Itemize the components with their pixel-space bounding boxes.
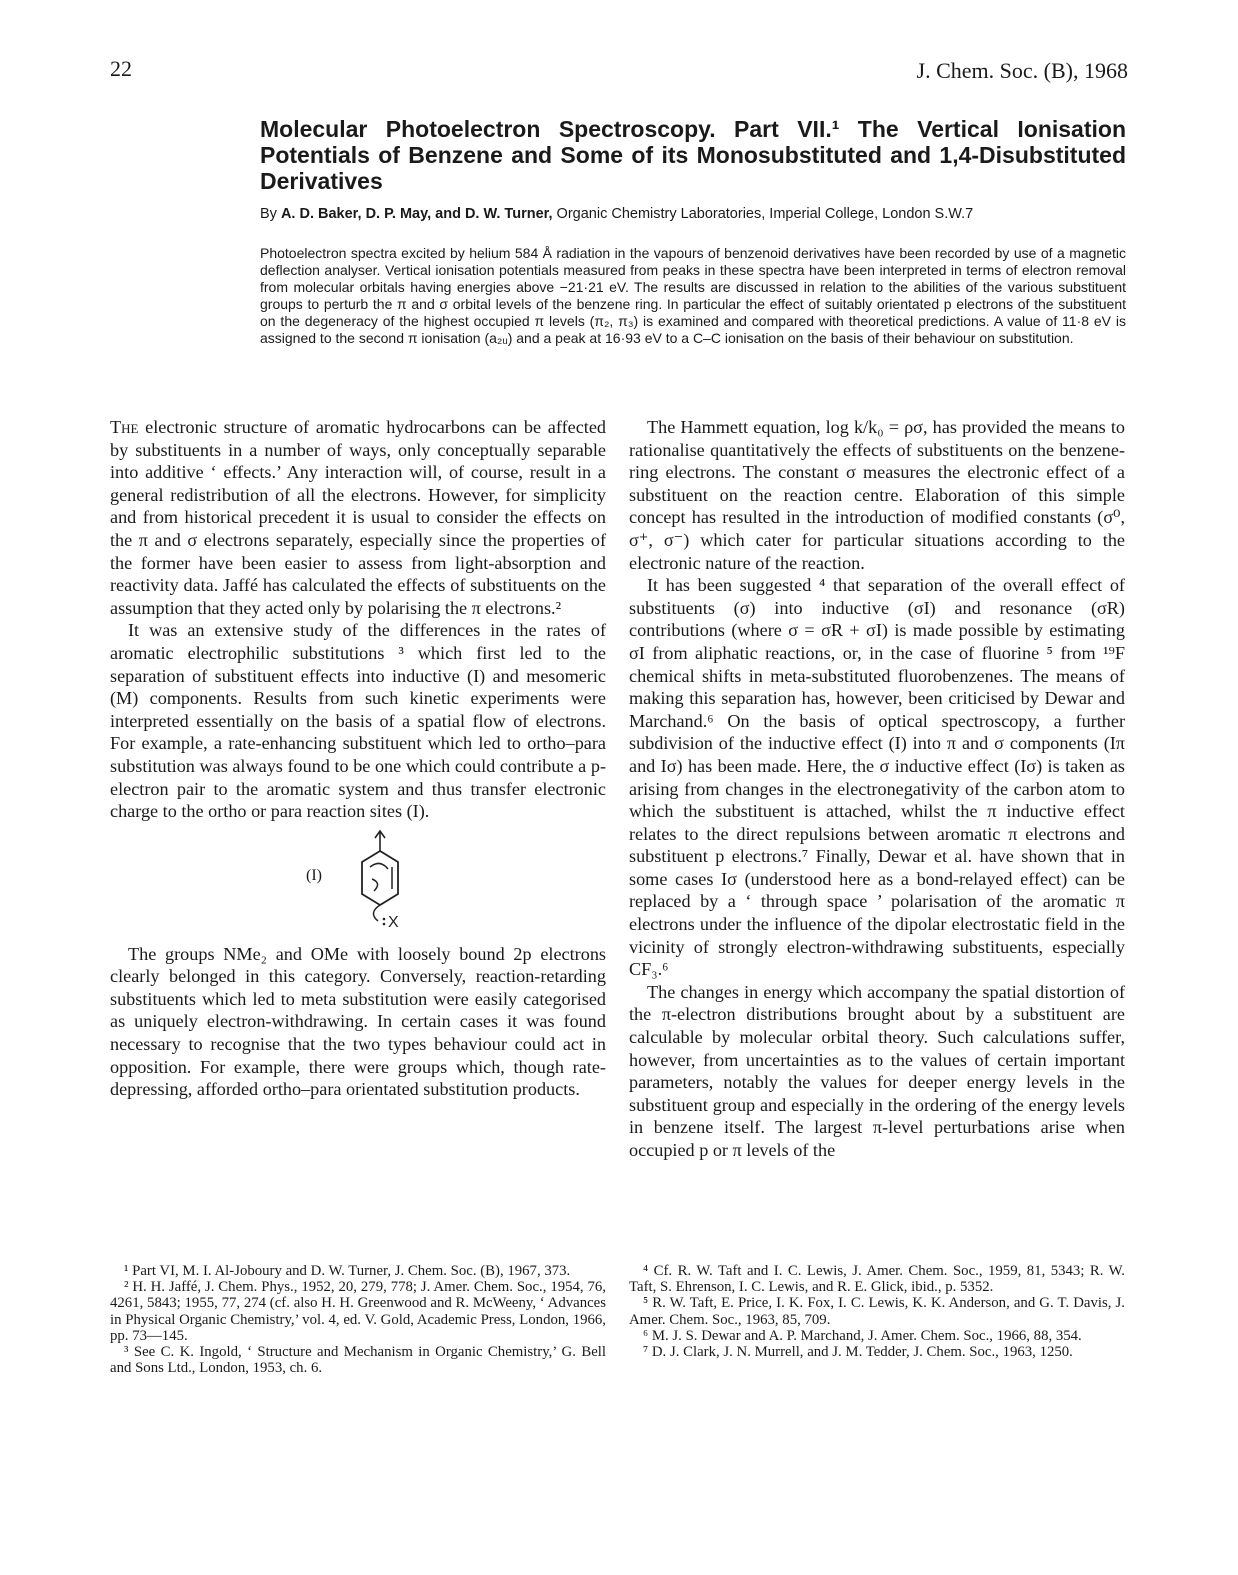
footnote-7: ⁷ D. J. Clark, J. N. Murrell, and J. M. Tedder, J. Chem. Soc., 1963, 1250. (643, 1344, 1073, 1361)
page-number: 22 (110, 56, 132, 81)
right-paragraph-1: The Hammett equation, log k/k₀ = ρσ, has provided the means to rationalise quantitatively the effects of substituents on the benzene-ring electrons. The constant σ measures the electronic effect of a substituent on the reaction centre. Elaboration of this simple concept has resulted in the introduction of modified constants (σ⁰, σ⁺, σ⁻) which cater for particular situations according to the electronic nature of the reaction. (629, 417, 1125, 573)
curved-arrow-2 (372, 879, 378, 891)
left-column (110, 416, 606, 1101)
left-paragraph-1 (110, 416, 606, 619)
right-paragraph-3: The changes in energy which accompany the spatial distortion of the π-electron distributions brought about by a substituent are calculable by molecular orbital theory. Such calculations suffer, however, from uncertainties as to the values of certain important parameters, notably the values for deeper energy levels in the substituent group and especially in the ordering of the energy levels in benzene itself. The largest π-level perturbations arise when occupied p or π levels of the (629, 981, 1125, 1160)
footnote-1: ¹ Part VI, M. I. Al-Joboury and D. W. Turner, J. Chem. Soc. (B), 1967, 373. (124, 1263, 571, 1279)
journal-citation: J. Chem. Soc. (B), 1968 (916, 58, 1128, 83)
affiliation: Organic Chemistry Laboratories, Imperial College, London S.W.7 (556, 206, 974, 222)
footnote-2: ² H. H. Jaffé, J. Chem. Phys., 1952, 20, 279, 778; J. Amer. Chem. Soc., 1954, 76, 4261, 5843; 1955, 77, 274 (cf. also H. H. Greenwood and R. McWeeny, ‘ Advances in Physical Organic Chemistry,’ vol. 4, ed. V. Gold, Academic Press, London, 1966, pp. 73—145. (110, 1279, 606, 1344)
lead-word: The (110, 417, 139, 437)
structure-figure (110, 829, 606, 935)
left-paragraph-1-text: electronic structure of aromatic hydrocarbons can be affected by substituents in a number of ways, only conceptually separable into additive ‘ effects.’ Any interaction will, of course, result in a general redistribution of all the electrons. However, for simplicity and from historical precedent it is usual to consider the effects on the π and σ electrons separately, especially since the properties of the former have been easier to assess from light-absorption and reactivity data. Jaffé has calculated the effects of substituents on the assumption that they acted only by polarising the π electrons.² (110, 417, 606, 618)
left-paragraph-2: It was an extensive study of the differences in the rates of aromatic electrophilic substitutions ³ which first led to the separation of substituent effects into inductive (I) and mesomeric (M) components. Results from such kinetic experiments were interpreted essentially on the basis of a spatial flow of electrons. For example, a rate-enhancing substituent which led to ortho–para substitution was always found to be one which could contribute a p-electron pair to the aromatic system and thus transfer electronic charge to the ortho or para reaction sites (I). (110, 620, 606, 822)
abstract: Photoelectron spectra excited by helium 584 Å radiation in the vapours of benzenoid derivatives have been recorded by use of a magnetic deflection analyser. Vertical ionisation potentials measured from peaks in these spectra have been interpreted in terms of electron removal from molecular orbitals having energies above −21·21 eV. The results are discussed in relation to the abilities of the various substituent groups to perturb the π and σ orbital levels of the benzene ring. In particular the effect of suitably orientated p electrons of the substituent on the degeneracy of the highest occupied π levels (π₂, π₃) is examined and compared with theoretical predictions. A value of 11·8 eV is assigned to the second π ionisation (a₂ᵤ) and a peak at 16·93 eV to a C–C ionisation on the basis of their behaviour on substitution. (260, 245, 1126, 346)
right-column (629, 416, 1125, 1162)
substituent-x: X (388, 913, 399, 931)
footnote-6: ⁶ M. J. S. Dewar and A. P. Marchand, J. Amer. Chem. Soc., 1966, 88, 354. (643, 1327, 1082, 1344)
lone-pair-arrow (373, 905, 380, 921)
author-line (260, 206, 1140, 222)
footnotes-left (110, 1263, 606, 1376)
author-names: A. D. Baker, D. P. May, and D. W. Turner, (280, 206, 553, 222)
structure-label: (I) (306, 866, 322, 884)
footnote-4: ⁴ Cf. R. W. Taft and I. C. Lewis, J. Amer. Chem. Soc., 1959, 81, 5343; R. W. Taft, S. Ehrenson, I. C. Lewis, and R. E. Glick, ibid., p. 5352. (629, 1263, 1125, 1296)
right-paragraph-2: It has been suggested ⁴ that separation of the overall effect of substituents (σ) into inductive (σI) and resonance (σR) contributions (where σ = σR + σI) is made possible by estimating σI from aliphatic reactions, or, in the case of fluorine ⁵ from ¹⁹F chemical shifts in meta-substituted fluorobenzenes. The means of making this separation has, however, been criticised by Dewar and Marchand.⁶ On the basis of optical spectroscopy, a further subdivision of the inductive effect (I) into π and σ components (Iπ and Iσ) has been made. Here, the σ inductive effect (Iσ) is taken as arising from changes in the electronegativity of the carbon atom to which the substituent is attached, whilst the π inductive effect relates to the direct repulsions between aromatic π electrons and substituent p electrons.⁷ Finally, Dewar et al. have shown that in some cases Iσ (understood here as a bond-relayed effect) can be replaced by a ‘ through space ’ polarisation of the aromatic π electrons under the influence of the dipolar electrostatic field in the vicinity of strongly electron-withdrawing substituents, especially CF₃.⁶ (629, 575, 1125, 980)
by-label: By (260, 206, 277, 222)
curved-arrow-1 (370, 863, 388, 869)
footnotes-right (629, 1263, 1125, 1360)
left-paragraph-3: The groups NMe₂ and OMe with loosely bound 2p electrons clearly belonged in this category. Conversely, reaction-retarding substituents which led to meta substitution were easily categorised as uniquely electron-withdrawing. In certain cases it was found necessary to recognise that the two types behaviour could act in opposition. For example, there were groups which, though rate-depressing, afforded ortho–para orientated substitution products. (110, 943, 606, 1100)
footnote-5: ⁵ R. W. Taft, E. Price, I. K. Fox, I. C. Lewis, K. K. Anderson, and G. T. Davis, J. Amer. Chem. Soc., 1963, 85, 709. (629, 1295, 1125, 1328)
footnote-3: ³ See C. K. Ingold, ‘ Structure and Mechanism in Organic Chemistry,’ G. Bell and Sons Ltd., London, 1953, ch. 6. (110, 1344, 606, 1377)
article-title: Molecular Photoelectron Spectroscopy. Part VII.¹ The Vertical Ionisation Potentials of Benzene and Some of its Monosubstituted and 1,4-Disubstituted Derivatives (260, 116, 1126, 194)
benzene-structure-diagram (350, 829, 430, 935)
